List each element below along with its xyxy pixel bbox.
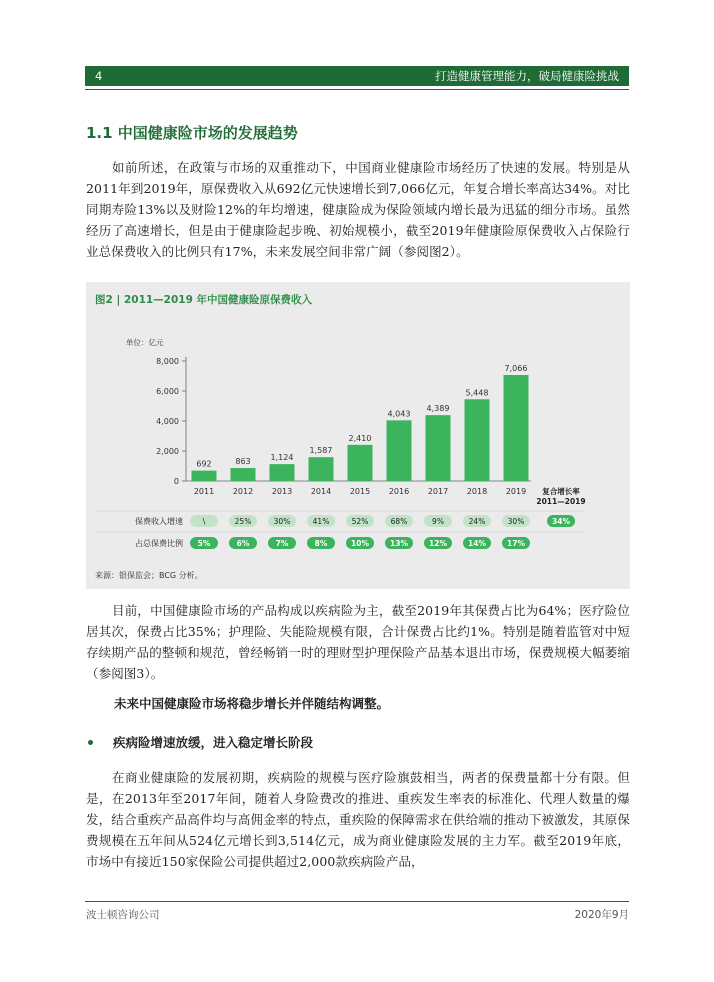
bar-value-label: 4,043 bbox=[387, 409, 411, 419]
cagr-value: 34% bbox=[552, 517, 570, 526]
bullet-item bbox=[88, 733, 313, 751]
bold-statement: 未来中国健康险市场将稳步增长并伴随结构调整。 bbox=[114, 696, 390, 711]
figure-title: 图2 | 2011—2019 年中国健康险原保费收入 bbox=[95, 294, 313, 306]
growth-value: 30% bbox=[273, 517, 291, 526]
growth-value: 52% bbox=[351, 517, 369, 526]
y-tick-label: 6,000 bbox=[156, 387, 179, 396]
bar bbox=[348, 445, 373, 481]
bar-value-label: 1,587 bbox=[309, 446, 333, 456]
share-value: 10% bbox=[351, 539, 369, 548]
x-tick-label: 2018 bbox=[466, 487, 488, 496]
figure-source: 来源：银保监会；BCG 分析。 bbox=[95, 571, 203, 580]
y-tick-label: 8,000 bbox=[156, 357, 179, 366]
x-tick-label: 2017 bbox=[427, 487, 449, 496]
bar bbox=[426, 415, 451, 481]
growth-value: 30% bbox=[507, 517, 525, 526]
paragraph-2: 目前，中国健康险市场的产品构成以疾病险为主，截至2019年其保费占比为64%；医疗险位居其次，保费占比35%；护理险、失能险规模有限，合计保费占比约1%。特别是随着监管对中短存续期产品的整顿和规范，曾经畅销一时的理财型护理保险产品基本退出市场，保费规模大幅萎缩（参阅图3）。 bbox=[86, 603, 630, 681]
bar bbox=[465, 399, 490, 481]
share-value: 12% bbox=[429, 539, 447, 548]
section-title: 1.1 中国健康险市场的发展趋势 bbox=[86, 124, 298, 142]
bar bbox=[387, 420, 412, 481]
page-number: 4 bbox=[95, 69, 103, 83]
bar bbox=[309, 457, 334, 481]
bar-value-label: 1,124 bbox=[270, 453, 294, 463]
y-tick-label: 0 bbox=[173, 477, 179, 486]
growth-value: 41% bbox=[312, 517, 330, 526]
bar-value-label: 4,389 bbox=[426, 404, 450, 414]
growth-row-label: 保费收入增速 bbox=[135, 517, 183, 526]
x-tick-label: 2011 bbox=[193, 487, 215, 496]
x-tick-label: 2014 bbox=[310, 487, 332, 496]
growth-value: 68% bbox=[390, 517, 408, 526]
bullet-icon bbox=[88, 740, 93, 745]
growth-value: \ bbox=[202, 517, 206, 526]
share-value: 7% bbox=[275, 539, 289, 548]
bar-value-label: 7,066 bbox=[504, 364, 528, 374]
footer-publisher: 波士顿咨询公司 bbox=[86, 909, 160, 921]
share-value: 6% bbox=[236, 539, 250, 548]
footer-rule bbox=[85, 901, 629, 902]
bar bbox=[504, 375, 529, 481]
x-tick-label: 2013 bbox=[271, 487, 293, 496]
bar-value-label: 5,448 bbox=[465, 388, 489, 398]
y-tick-label: 2,000 bbox=[156, 447, 179, 456]
x-tick-label: 2012 bbox=[232, 487, 254, 496]
x-tick-label: 2016 bbox=[388, 487, 410, 496]
bar-value-label: 863 bbox=[235, 457, 251, 467]
unit-label: 单位：亿元 bbox=[126, 338, 164, 347]
bar bbox=[231, 468, 256, 481]
bar bbox=[270, 464, 295, 481]
running-title: 打造健康管理能力，破局健康险挑战 bbox=[435, 69, 619, 83]
header-bar bbox=[85, 66, 629, 86]
share-value: 5% bbox=[197, 539, 211, 548]
growth-value: 24% bbox=[468, 517, 486, 526]
premium-bar-chart bbox=[86, 282, 630, 589]
share-value: 8% bbox=[314, 539, 328, 548]
growth-value: 25% bbox=[234, 517, 252, 526]
x-tick-label: 2019 bbox=[505, 487, 527, 496]
x-tick-label: 2015 bbox=[349, 487, 371, 496]
share-value: 13% bbox=[390, 539, 408, 548]
header-rule bbox=[85, 89, 629, 90]
paragraph-1: 如前所述，在政策与市场的双重推动下，中国商业健康险市场经历了快速的发展。特别是从2011年到2019年，原保费收入从692亿元快速增长到7,066亿元，年复合增长率高达34%。对比同期寿险13%以及财险12%的年均增速，健康险成为保险领域内增长最为迅猛的细分市场。虽然经历了高速增长，但是由于健康险起步晚、初始规模小，截至2019年健康险原保费收入占保险行业总保费收入的比例只有17%，未来发展空间非常广阔（参阅图2）。 bbox=[86, 160, 630, 259]
paragraph-3: 在商业健康险的发展初期，疾病险的规模与医疗险旗鼓相当，两者的保费量都十分有限。但是，在2013年至2017年间，随着人身险费改的推进、重疾发生率表的标准化、代理人数量的爆发，结合重疾产品高件均与高佣金率的特点，重疾险的保障需求在供给端的推动下被激发，其原保费规模在五年间从524亿元增长到3,514亿元，成为商业健康险发展的主力军。截至2019年底，市场中有接近150家保险公司提供超过2,000款疾病险产品， bbox=[86, 770, 630, 869]
footer-date: 2020年9月 bbox=[574, 909, 629, 921]
share-value: 17% bbox=[507, 539, 525, 548]
figure-2 bbox=[86, 282, 630, 589]
growth-value: 9% bbox=[432, 517, 444, 526]
bar-value-label: 2,410 bbox=[348, 433, 372, 443]
bullet-text: 疾病险增速放缓，进入稳定增长阶段 bbox=[113, 735, 314, 750]
bar bbox=[192, 471, 217, 481]
share-value: 14% bbox=[468, 539, 486, 548]
share-row-label: 占总保费比例 bbox=[135, 539, 183, 548]
cagr-header: 复合增长率 bbox=[542, 487, 580, 496]
y-tick-label: 4,000 bbox=[156, 417, 179, 426]
bar-value-label: 692 bbox=[196, 459, 212, 469]
cagr-period: 2011—2019 bbox=[536, 497, 586, 506]
